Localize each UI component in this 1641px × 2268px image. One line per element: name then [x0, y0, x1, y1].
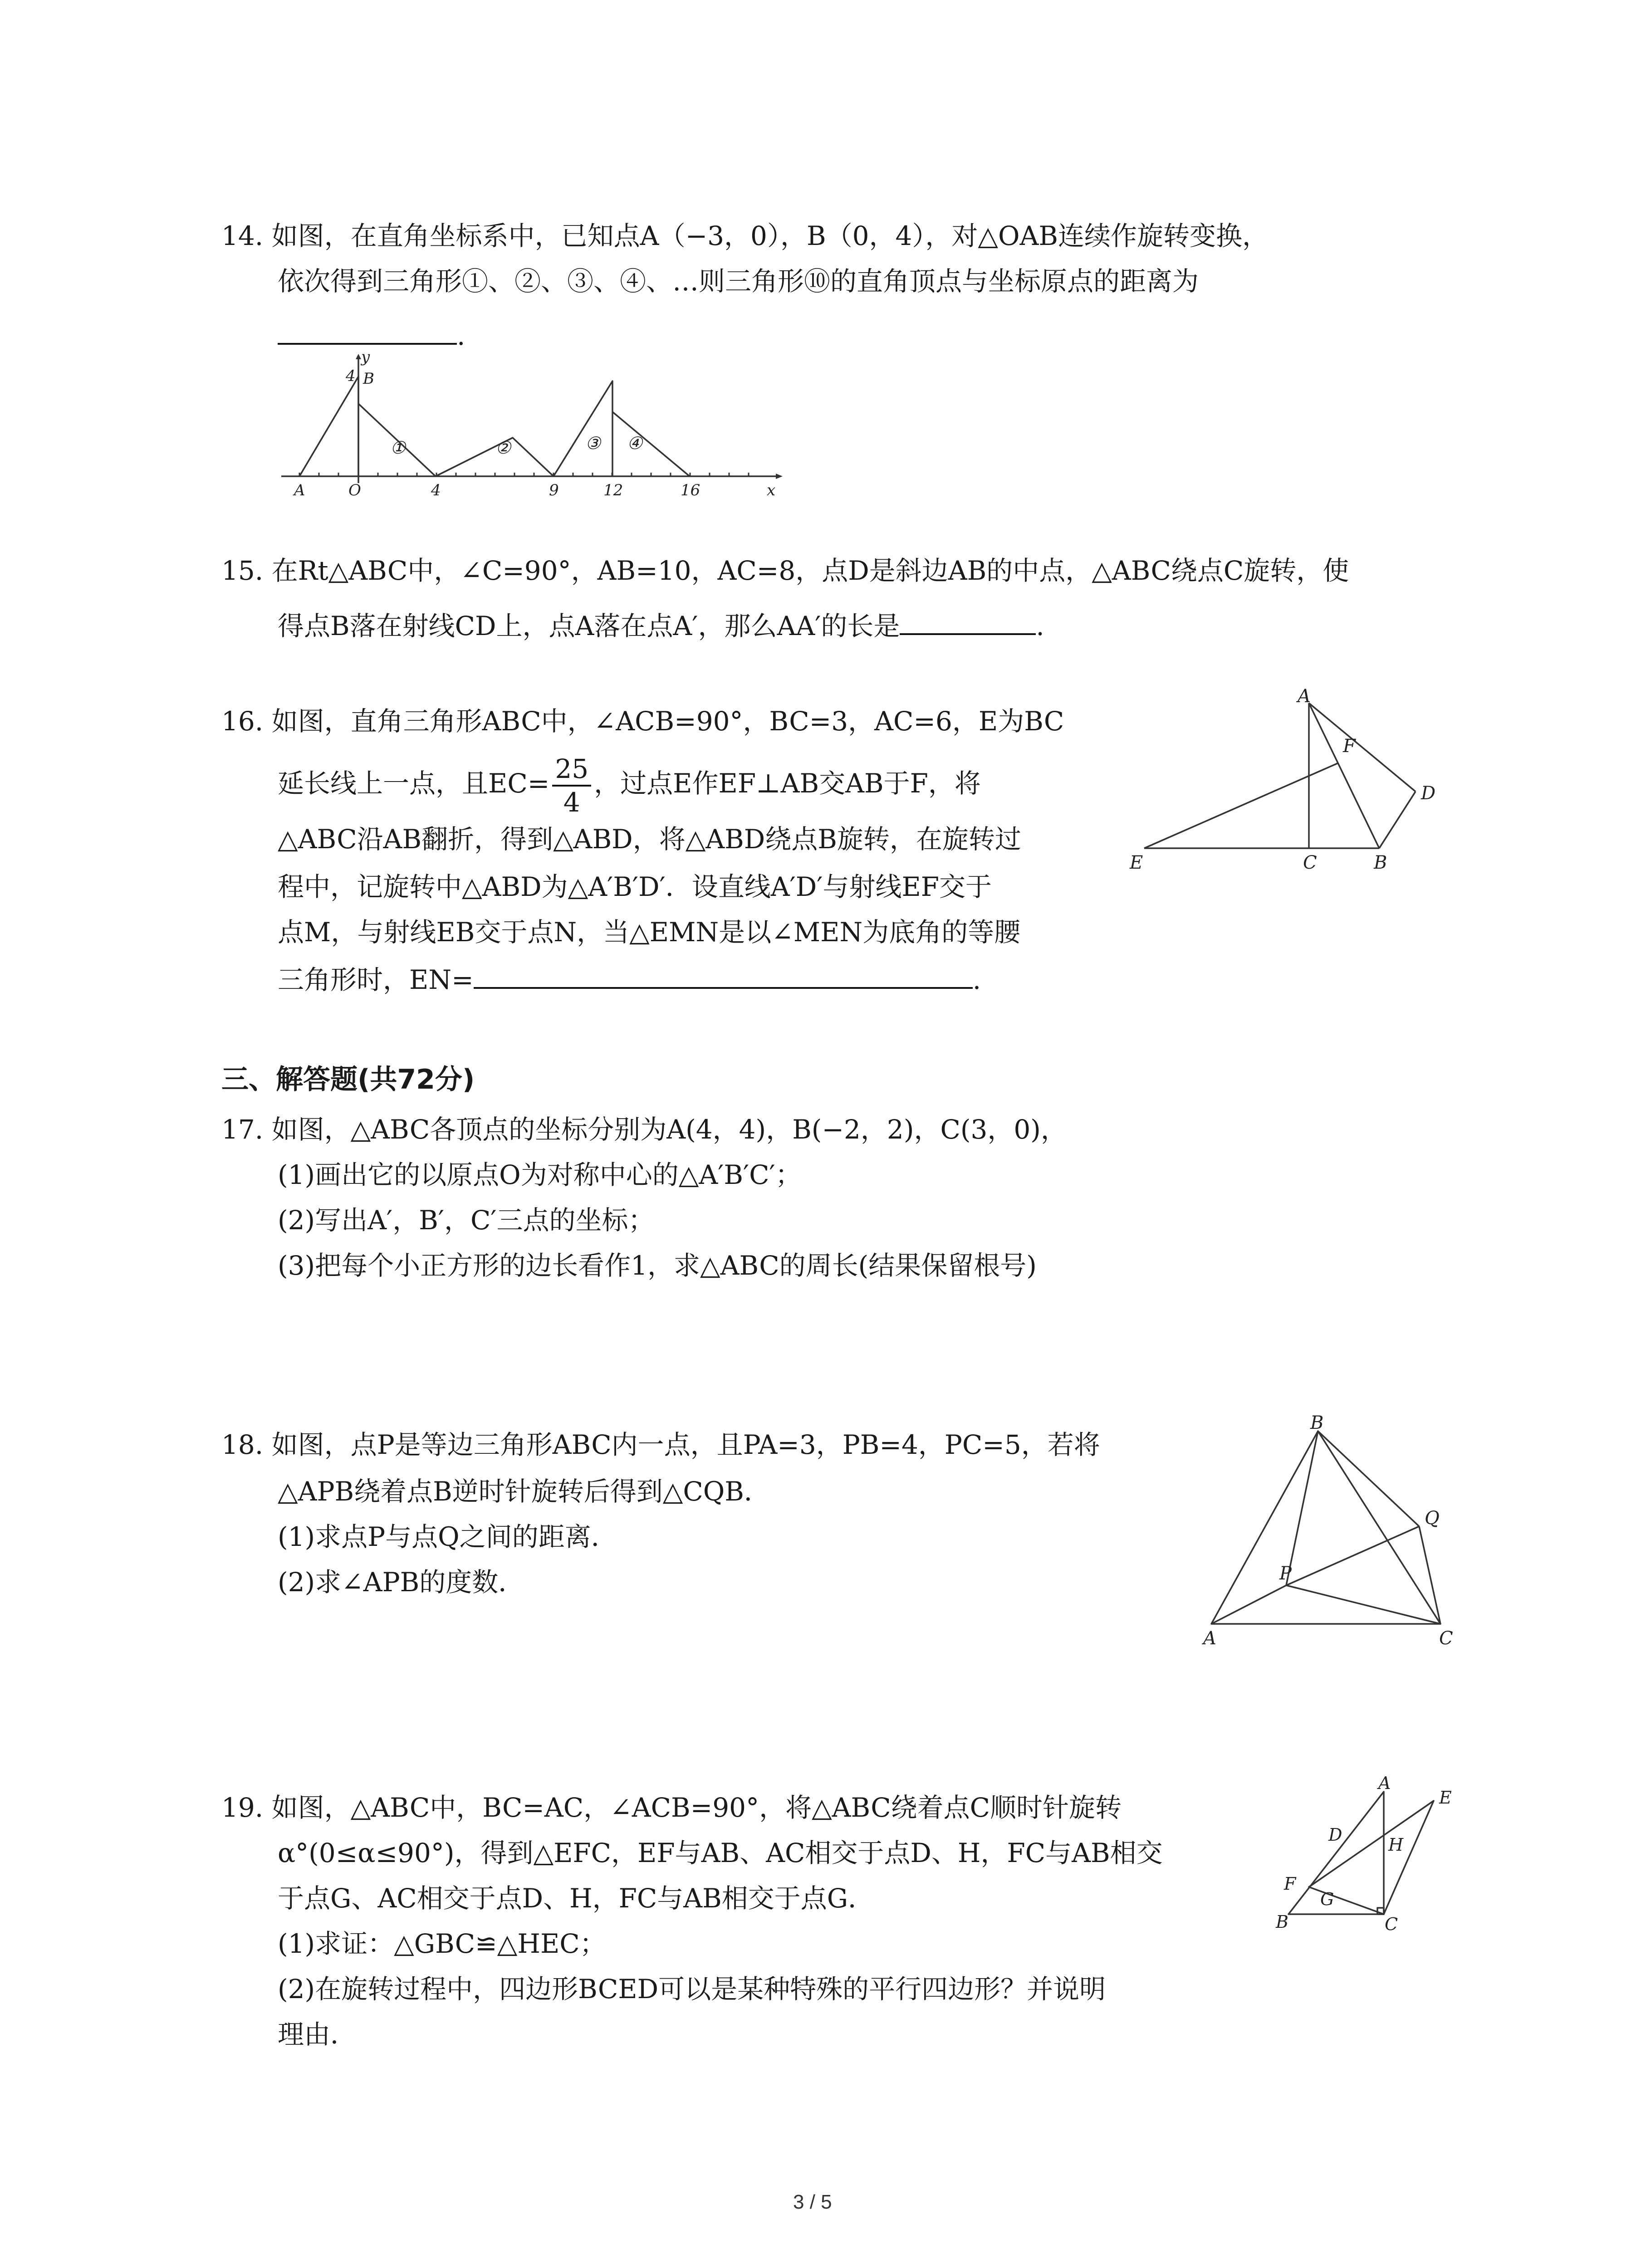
q14-line3	[278, 313, 465, 358]
q14-o-label: O	[348, 481, 361, 499]
q14-circle-3: ③	[585, 433, 601, 453]
q19-label-f: F	[1284, 1874, 1296, 1894]
q15-answer-blank[interactable]	[900, 606, 1036, 635]
q16-frac-num: 25	[552, 753, 591, 787]
q14-triangle-oab	[299, 376, 358, 476]
q18-line-pb	[1286, 1431, 1318, 1585]
q14-answer-blank[interactable]	[278, 316, 457, 345]
q19-figure	[1252, 1773, 1470, 1934]
q14-triangle-3	[554, 381, 612, 476]
q17-line2: (1)画出它的以原点O为对称中心的△A′B′C′；	[278, 1159, 802, 1190]
q19-line5: (2)在旋转过程中，四边形BCED可以是某种特殊的平行四边形？并说明	[278, 1974, 1106, 2004]
q16-line5: 点M，与射线EB交于点N，当△EMN是以∠MEN为底角的等腰	[278, 917, 1021, 948]
q18-label-a: A	[1203, 1628, 1216, 1649]
q18-label-c: C	[1439, 1628, 1453, 1649]
q19-label-c: C	[1385, 1914, 1398, 1934]
q19-line3: 于点G、AC相交于点D、H，FC与AB相交于点G．	[278, 1883, 875, 1914]
q14-tick-4: 4	[431, 481, 441, 499]
q16-frac-den: 4	[563, 787, 580, 818]
q18-line-pq	[1286, 1526, 1419, 1585]
q16-line2-b: ，过点E作EF⊥AB交AB于F，将	[594, 768, 981, 799]
q16-line2-a: 延长线上一点，且EC=	[278, 768, 550, 799]
q16-label-b: B	[1374, 852, 1387, 873]
q16-label-e: E	[1130, 852, 1143, 873]
q16-line-ab	[1309, 703, 1379, 848]
q15-line2	[278, 603, 1044, 649]
q16-period: .	[972, 964, 981, 995]
q14-figure	[272, 348, 785, 499]
q14-period: .	[457, 320, 465, 351]
q17-line4: (3)把每个小正方形的边长看作1，求△ABC的周长(结果保留根号)	[278, 1250, 1037, 1281]
q16-label-c: C	[1303, 852, 1317, 873]
q18-line2: △APB绕着点B逆时针旋转后得到△CQB．	[278, 1476, 770, 1507]
q14-y4-label: 4	[346, 367, 356, 385]
q18-line1: 18. 如图，点P是等边三角形ABC内一点，且PA=3，PB=4，PC=5，若将	[221, 1429, 1100, 1460]
q18-label-b: B	[1310, 1413, 1324, 1433]
q19-triangle-abc	[1288, 1792, 1384, 1914]
q16-line4: 程中，记旋转中△ABD为△A′B′D′．设直线A′D′与射线EF交于	[278, 871, 992, 902]
q14-circle-1: ①	[390, 438, 406, 458]
q19-label-a: A	[1378, 1773, 1391, 1793]
q14-triangle-2	[436, 438, 554, 476]
q14-line2: 依次得到三角形①、②、③、④、…则三角形⑩的直角顶点与坐标原点的距离为	[278, 266, 1199, 297]
q14-tick-12: 12	[603, 481, 623, 499]
q19-label-b: B	[1276, 1912, 1288, 1932]
q15-line2-text: 得点B落在射线CD上，点A落在点A′，那么AA′的长是	[278, 611, 900, 641]
q16-line1: 16. 如图，直角三角形ABC中，∠ACB=90°，BC=3，AC=6，E为BC	[221, 706, 1064, 737]
q16-fraction	[552, 753, 591, 818]
q19-line6: 理由．	[278, 2019, 357, 2050]
q19-label-e: E	[1439, 1788, 1452, 1808]
q16-line2	[278, 753, 981, 818]
q16-label-f: F	[1343, 736, 1356, 757]
q14-triangle-4	[612, 412, 690, 476]
q14-tick-9: 9	[549, 481, 559, 499]
q19-label-g: G	[1320, 1889, 1334, 1909]
q18-line-qc	[1419, 1526, 1440, 1624]
q16-label-a: A	[1298, 686, 1311, 707]
q14-tick-16: 16	[681, 481, 700, 499]
q17-line3: (2)写出A′，B′，C′三点的坐标；	[278, 1205, 655, 1236]
q19-line1: 19. 如图，△ABC中，BC=AC，∠ACB=90°，将△ABC绕着点C顺时针旋转	[221, 1792, 1122, 1823]
q19-line4: (1)求证：△GBC≌△HEC；	[278, 1928, 606, 1959]
q16-line-db	[1379, 792, 1416, 848]
q14-a-label: A	[294, 481, 305, 499]
q15-line1: 15. 在Rt△ABC中，∠C=90°，AB=10，AC=8，点D是斜边AB的中点，△ABC绕点C旋转，使	[221, 555, 1349, 586]
q14-circle-2: ②	[495, 438, 511, 458]
q19-label-d: D	[1328, 1825, 1342, 1845]
q19-label-h: H	[1388, 1835, 1404, 1855]
q14-y-label: y	[361, 348, 370, 366]
q16-label-d: D	[1421, 783, 1436, 804]
q14-x-label: x	[767, 481, 776, 499]
q18-line3: (1)求点P与点Q之间的距离．	[278, 1521, 617, 1552]
q18-figure	[1189, 1415, 1506, 1660]
q17-line1: 17. 如图，△ABC各顶点的坐标分别为A(4，4)，B(−2，2)，C(3，0)，	[221, 1114, 1067, 1145]
q18-label-p: P	[1279, 1563, 1292, 1584]
page-number: 3 / 5	[793, 2191, 832, 2213]
q18-line-pc	[1286, 1585, 1440, 1624]
q19-line2: α°(0≤α≤90°)，得到△EFC，EF与AB、AC相交于点D、H，FC与AB相交	[278, 1838, 1163, 1868]
q18-line4: (2)求∠APB的度数．	[278, 1567, 525, 1598]
q16-line-ad	[1309, 703, 1416, 792]
q14-b-label: B	[363, 370, 374, 388]
q16-line6-text: 三角形时，EN=	[278, 964, 474, 995]
q14-circle-4: ④	[627, 433, 643, 453]
q18-label-q: Q	[1425, 1508, 1440, 1529]
q16-figure	[1125, 686, 1470, 880]
q16-line6	[278, 957, 981, 1002]
q15-period: .	[1036, 611, 1044, 641]
q16-line3: △ABC沿AB翻折，得到△ABD，将△ABD绕点B旋转，在旋转过	[278, 824, 1021, 855]
q14-line1: 14. 如图，在直角坐标系中，已知点A（−3，0），B（0，4），对△OAB连续作旋转变换，	[221, 220, 1269, 251]
section-3-heading: 三、解答题(共72分)	[221, 1064, 475, 1095]
q16-answer-blank[interactable]	[474, 960, 973, 989]
